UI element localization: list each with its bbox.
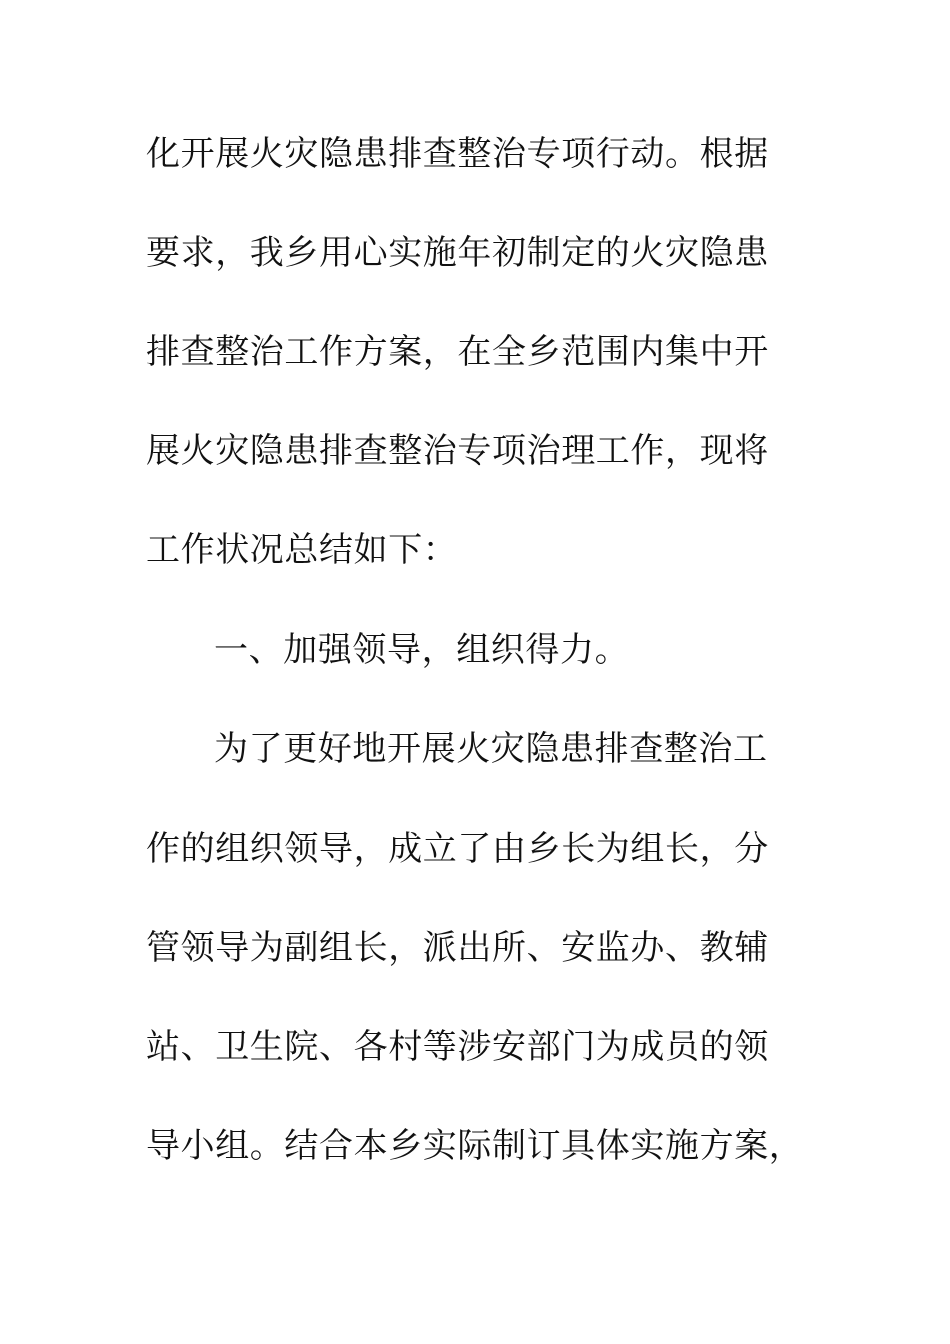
paragraph-line: 导小组。结合本乡实际制订具体实施方案， [146, 1126, 804, 1166]
paragraph-line: 排查整治工作方案，在全乡范围内集中开 [146, 332, 769, 372]
paragraph-line: 要求，我乡用心实施年初制定的火灾隐患 [146, 233, 769, 273]
section-heading: 一、加强领导，组织得力。 [214, 630, 630, 670]
paragraph-line: 工作状况总结如下： [146, 530, 458, 570]
paragraph-line: 作的组织领导，成立了由乡长为组长，分 [146, 829, 769, 869]
paragraph-line: 为了更好地开展火灾隐患排查整治工 [214, 729, 768, 769]
paragraph-line: 站、卫生院、各村等涉安部门为成员的领 [146, 1027, 769, 1067]
paragraph-line: 展火灾隐患排查整治专项治理工作，现将 [146, 431, 769, 471]
paragraph-line: 管领导为副组长，派出所、安监办、教辅 [146, 928, 769, 968]
paragraph-line: 化开展火灾隐患排查整治专项行动。根据 [146, 134, 769, 174]
